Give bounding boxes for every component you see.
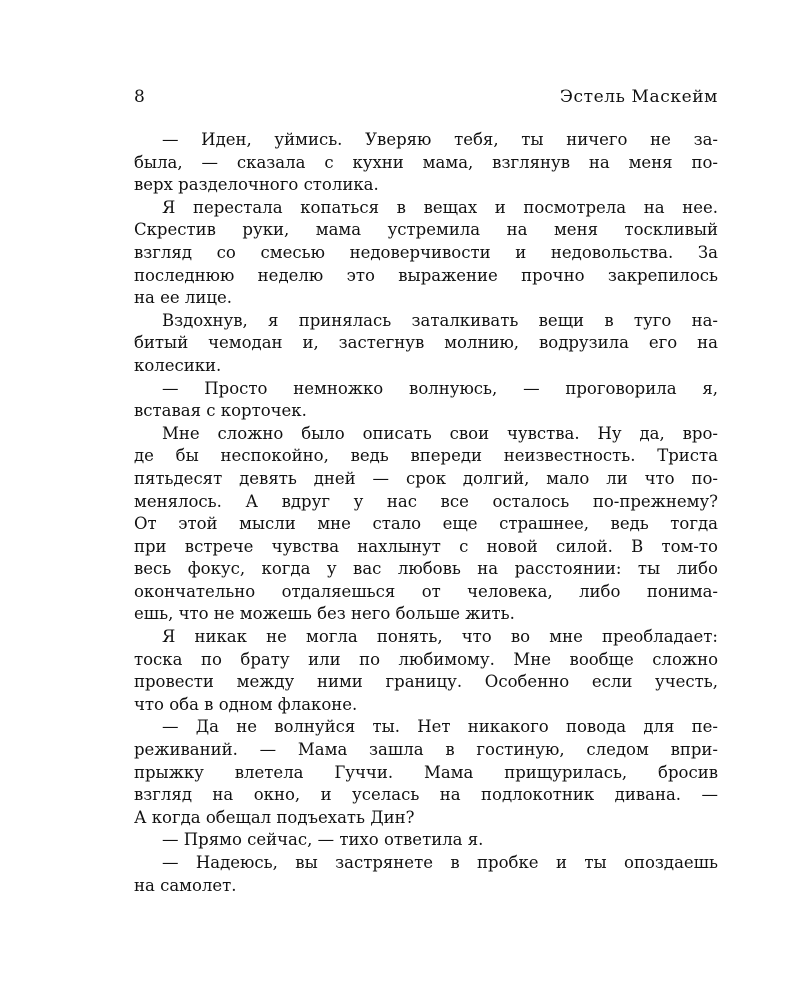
text-line: менялось. А вдруг у нас все осталось по-прежнему? <box>134 491 718 511</box>
page-number: 8 <box>134 87 145 107</box>
paragraph <box>134 378 718 423</box>
paragraph <box>134 310 718 378</box>
text-line: провести между ними границу. Особенно если учесть, <box>134 672 718 692</box>
text-line: — Просто немножко волнуюсь, — проговорила я, <box>162 378 718 398</box>
text-line: реживаний. — Мама зашла в гостиную, следом впри- <box>134 740 718 760</box>
paragraph <box>134 129 718 197</box>
text-line: — Иден, уймись. Уверяю тебя, ты ничего не за- <box>162 130 718 149</box>
text-line: окончательно отдаляешься от человека, либо понима- <box>134 581 718 601</box>
body-text <box>134 129 718 897</box>
text-line: весь фокус, когда у вас любовь на расстоянии: ты либо <box>134 559 718 579</box>
text-line: верх разделочного столика. <box>134 175 379 195</box>
text-line: Скрестив руки, мама устремила на меня тоскливый <box>134 220 718 240</box>
running-head-author: Эстель Маскейм <box>559 87 718 107</box>
paragraph <box>134 852 718 897</box>
text-line: на ее лице. <box>134 288 232 308</box>
text-line: де бы неспокойно, ведь впереди неизвестность. Триста <box>134 446 718 466</box>
text-line: битый чемодан и, застегнув молнию, водрузила его на <box>134 333 718 353</box>
text-line: Я перестала копаться в вещах и посмотрела на нее. <box>162 197 718 217</box>
text-line: последнюю неделю это выражение прочно закрепилось <box>134 265 718 285</box>
text-line: что оба в одном флаконе. <box>134 694 358 714</box>
text-line: прыжку влетела Гуччи. Мама прищурилась, бросив <box>134 762 718 782</box>
text-line: на самолет. <box>134 875 237 895</box>
text-line: колесики. <box>134 355 222 375</box>
paragraph <box>134 626 718 716</box>
text-line: — Да не волнуйся ты. Нет никакого повода для пе- <box>162 717 718 737</box>
paragraph <box>134 829 718 852</box>
text-line: тоска по брату или по любимому. Мне вообще сложно <box>134 649 718 669</box>
text-line: взгляд на окно, и уселась на подлокотник дивана. — <box>134 785 718 805</box>
text-line: при встрече чувства нахлынут с новой силой. В том-то <box>134 536 718 556</box>
text-line: — Надеюсь, вы застрянете в пробке и ты опоздаешь <box>162 853 718 872</box>
text-line: взгляд со смесью недоверчивости и недовольства. За <box>134 242 718 262</box>
text-line: пятьдесят девять дней — срок долгий, мало ли что по- <box>134 468 718 488</box>
text-line: От этой мысли мне стало еще страшнее, ведь тогда <box>134 514 718 534</box>
text-line: Мне сложно было описать свои чувства. Ну да, вро- <box>162 423 718 443</box>
text-line: ешь, что не можешь без него больше жить. <box>134 604 515 624</box>
text-line: Вздохнув, я принялась заталкивать вещи в туго на- <box>162 310 718 330</box>
text-line: А когда обещал подъехать Дин? <box>134 807 415 827</box>
text-line: — Прямо сейчас, — тихо ответила я. <box>162 830 484 850</box>
paragraph <box>134 423 718 626</box>
text-line: Я никак не могла понять, что во мне преобладает: <box>162 627 718 647</box>
paragraph <box>134 197 718 310</box>
text-line: вставая с корточек. <box>134 401 307 421</box>
paragraph <box>134 716 718 829</box>
text-line: была, — сказала с кухни мама, взглянув на меня по- <box>134 152 718 172</box>
